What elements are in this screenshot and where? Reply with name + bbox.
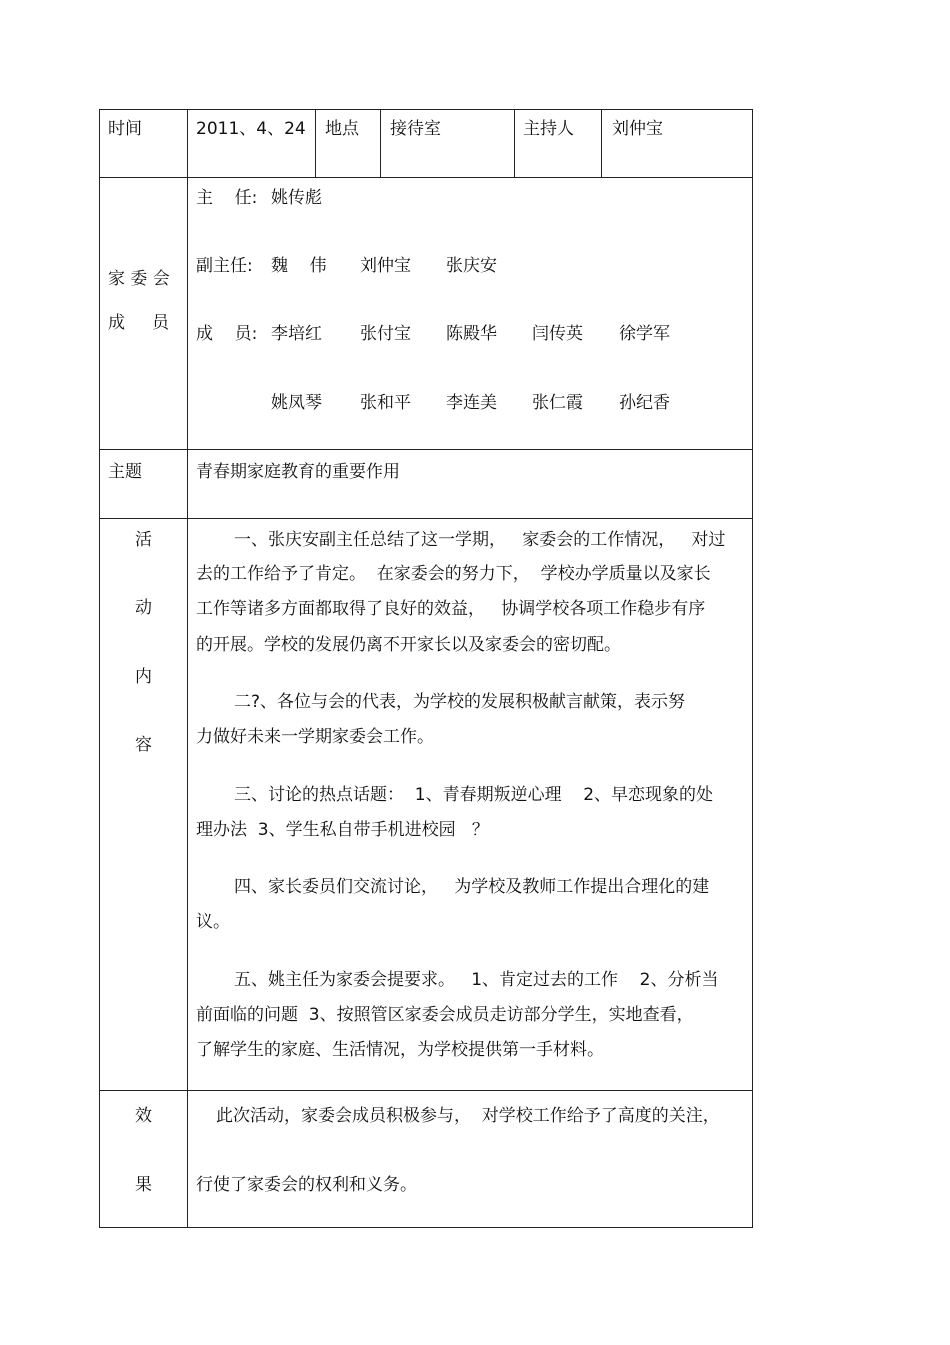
vice-director-name: 张庆安 (446, 256, 497, 276)
activity-label-char: 容 (135, 735, 152, 755)
activity-line: 议。 (196, 912, 230, 932)
activity-line: 力做好未来一学期家委会工作。 (196, 727, 434, 747)
member-name: 徐学军 (619, 324, 670, 344)
table-column-divider (187, 109, 188, 1228)
table-row-divider (99, 177, 753, 178)
member-name: 李连美 (446, 393, 497, 413)
table-column-divider (315, 109, 316, 178)
table-border-bottom (99, 1227, 753, 1228)
table-border-top (99, 109, 753, 110)
table-border-right (752, 109, 753, 1228)
theme-value: 青春期家庭教育的重要作用 (196, 462, 400, 482)
host-label: 主持人 (523, 119, 574, 139)
director-name: 姚传彪 (271, 188, 322, 208)
activity-label-char: 活 (135, 530, 152, 550)
member-name: 李培红 (271, 324, 322, 344)
member-name: 闫传英 (532, 324, 583, 344)
activity-line: 工作等诸多方面都取得了良好的效益， 协调学校各项工作稳步有序 (196, 599, 706, 619)
activity-line: 的开展。学校的发展仍离不开家长以及家委会的密切配。 (196, 635, 621, 655)
vice-director-name: 魏 伟 (271, 256, 327, 276)
activity-line: 理办法 3、学生私自带手机进校园 ？ (196, 820, 489, 840)
activity-line: 五、姚主任为家委会提要求。 1、肯定过去的工作 2、分析当 (234, 970, 719, 990)
activity-line: 一、张庆安副主任总结了这一学期， 家委会的工作情况， 对过 (234, 530, 726, 550)
vice-director-label: 副主任: (196, 256, 253, 276)
director-label: 主 任: (196, 188, 258, 208)
table-row-divider (99, 449, 753, 450)
time-value: 2011、4、24 (196, 119, 306, 139)
member-name: 姚凤琴 (271, 393, 322, 413)
member-name: 孙纪香 (619, 393, 670, 413)
table-row-divider (99, 1090, 753, 1091)
table-column-divider (380, 109, 381, 178)
member-name: 张和平 (360, 393, 411, 413)
member-name: 陈殿华 (446, 324, 497, 344)
members-label-line1: 家 委 会 (108, 269, 170, 289)
activity-label-char: 动 (135, 598, 152, 618)
member-name: 张仁霞 (532, 393, 583, 413)
activity-line: 了解学生的家庭、生活情况，为学校提供第一手材料。 (196, 1040, 604, 1060)
member-label: 成 员: (196, 324, 258, 344)
theme-label: 主题 (108, 462, 142, 482)
effect-label-char: 效 (135, 1106, 152, 1126)
activity-line: 二?、各位与会的代表，为学校的发展积极献言献策，表示努 (234, 692, 686, 712)
activity-line: 四、家长委员们交流讨论， 为学校及教师工作提出合理化的建 (234, 877, 710, 897)
effect-line: 此次活动，家委会成员积极参与， 对学校工作给予了高度的关注， (216, 1106, 720, 1126)
members-label-line2: 成 员 (108, 313, 170, 333)
table-column-divider (514, 109, 515, 178)
table-border-left (99, 109, 100, 1228)
effect-label-char: 果 (135, 1175, 152, 1195)
member-name: 张付宝 (360, 324, 411, 344)
place-label: 地点 (325, 119, 359, 139)
effect-line: 行使了家委会的权利和义务。 (196, 1175, 417, 1195)
time-label: 时间 (108, 119, 142, 139)
activity-line: 去的工作给予了肯定。 在家委会的努力下， 学校办学质量以及家长 (196, 564, 711, 584)
table-column-divider (601, 109, 602, 178)
activity-line: 前面临的问题 3、按照管区家委会成员走访部分学生，实地查看， (196, 1005, 694, 1025)
table-row-divider (99, 518, 753, 519)
activity-label-char: 内 (135, 667, 152, 687)
vice-director-name: 刘仲宝 (360, 256, 411, 276)
place-value: 接待室 (390, 119, 441, 139)
activity-line: 三、讨论的热点话题： 1、青春期叛逆心理 2、早恋现象的处 (234, 785, 714, 805)
host-value: 刘仲宝 (612, 119, 663, 139)
